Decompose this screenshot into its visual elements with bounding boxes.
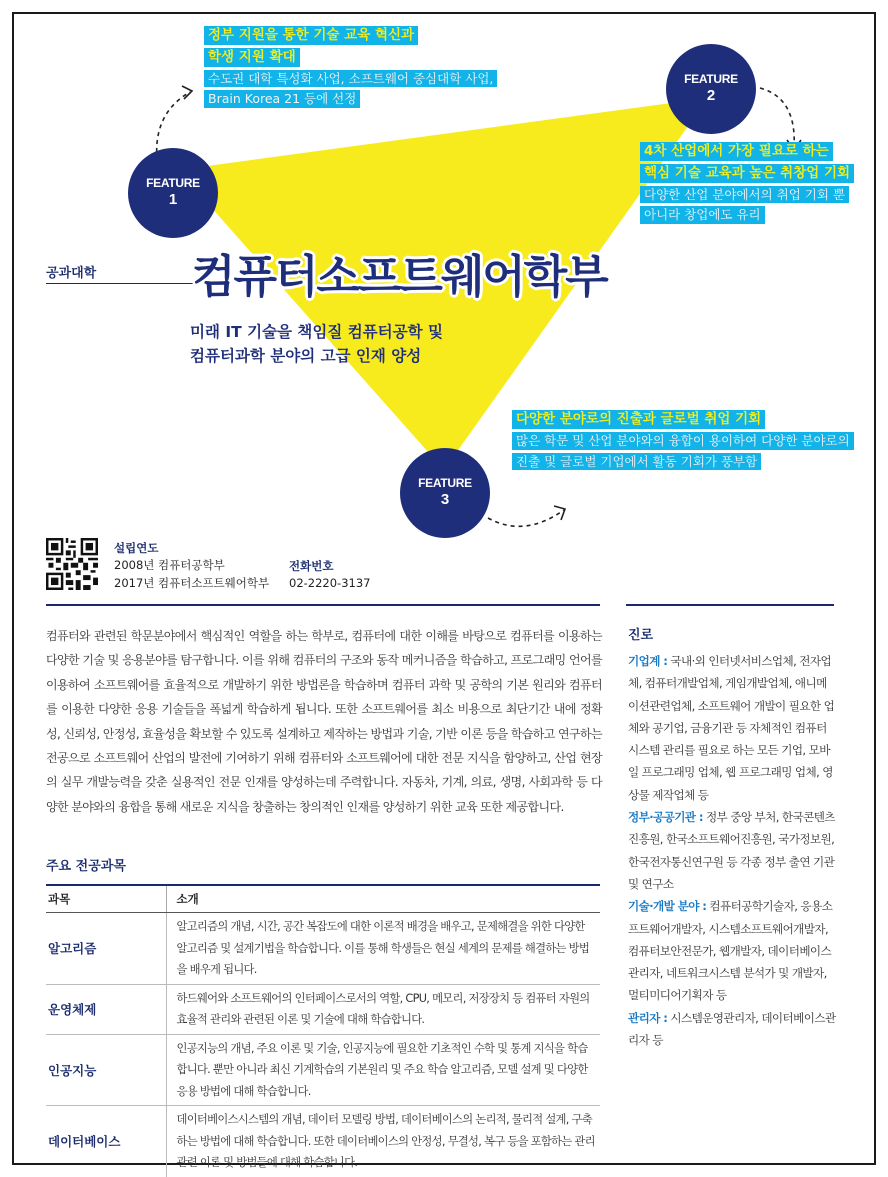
career-text: 컴퓨터공학기술자, 응용소프트웨어개발자, 시스템소프트웨어개발자, 컴퓨터보안전문가, 웹개발자, 데이터베이스관리자, 네트워크시스템 분석가 및 개발자, 멀티미디어기획자 등 <box>628 899 833 1003</box>
course-desc: 하드웨어와 소프트웨어의 인터페이스로서의 역할, CPU, 메모리, 저장장치 등 컴퓨터 자원의 효율적 관리와 관련된 이론 및 기술에 대해 학습합니다. <box>166 984 600 1034</box>
page-subtitle <box>190 320 443 368</box>
courses-header-intro: 소개 <box>166 885 600 913</box>
table-row <box>46 913 600 985</box>
career-list <box>628 650 836 1051</box>
feature-3-headline-1: 다양한 분야로의 진출과 글로벌 취업 기회 <box>512 410 765 429</box>
career-group-tech <box>628 895 836 1006</box>
feature-1-badge <box>128 148 218 238</box>
main-divider <box>46 604 600 606</box>
arrow-feature-3 <box>484 498 574 538</box>
feature-2-callout <box>640 140 854 225</box>
phone-label: 전화번호 <box>289 559 334 573</box>
career-key: 정부·공공기관 : <box>628 810 703 825</box>
table-row <box>46 1106 600 1177</box>
career-key: 관리자 : <box>628 1010 668 1025</box>
career-group-manager <box>628 1007 836 1052</box>
courses-section-title: 주요 전공과목 <box>46 859 126 874</box>
courses-header-subject: 과목 <box>46 885 166 913</box>
course-name: 운영체제 <box>46 984 166 1034</box>
feature-2-detail-2: 아니라 창업에도 유리 <box>640 206 765 224</box>
founded-line-1: 2008년 컴퓨터공학부 <box>114 558 225 573</box>
feature-3-callout <box>512 408 854 471</box>
feature-1-detail-2: Brain Korea 21 등에 선정 <box>204 90 360 108</box>
table-row <box>46 984 600 1034</box>
table-row <box>46 1034 600 1106</box>
career-text: 국내·외 인터넷서비스업체, 전자업체, 컴퓨터개발업체, 게임개발업체, 애니메이션관련업체, 소프트웨어 개발이 필요한 업체와 공기업, 금융기관 등 자체적인 컴퓨터 시스템 관리를 필요로 하는 모든 기업, 모바일 프로그래밍 업체, 웹 프로그래밍 업체, 영상물 제작업체 등 <box>628 654 835 802</box>
feature-1-callout <box>204 24 497 109</box>
feature-2-headline-1: 4차 산업에서 가장 필요로 하는 <box>640 142 833 161</box>
phone-number: 02-2220-3137 <box>289 576 371 591</box>
career-key: 기술·개발 분야 : <box>628 899 707 914</box>
sidebar-divider <box>626 604 834 606</box>
feature-1-headline-2: 학생 지원 확대 <box>204 48 300 67</box>
career-text: 정부 중앙 부처, 한국콘텐츠진흥원, 한국소프트웨어진흥원, 국가정보원, 한국전자통신연구원 등 각종 정부 출연 기관 및 연구소 <box>628 810 835 891</box>
career-group-industry <box>628 650 836 806</box>
course-name: 인공지능 <box>46 1034 166 1106</box>
feature-2-headline-2: 핵심 기술 교육과 높은 취창업 기회 <box>640 164 854 183</box>
career-group-public <box>628 806 836 895</box>
feature-3-label: FEATURE <box>418 476 472 490</box>
courses-table <box>46 884 600 1177</box>
course-name: 알고리즘 <box>46 913 166 985</box>
feature-3-detail-2: 진출 및 글로벌 기업에서 활동 기회가 풍부함 <box>512 453 761 471</box>
feature-2-detail-1: 다양한 산업 분야에서의 취업 기회 뿐 <box>640 186 849 204</box>
subtitle-line-2: 컴퓨터과학 분야의 고급 인재 양성 <box>190 347 422 366</box>
course-desc: 데이터베이스시스템의 개념, 데이터 모델링 방법, 데이터베이스의 논리적, 물리적 설계, 구축하는 방법에 대해 학습합니다. 또한 데이터베이스의 안정성, 무결성, 복구 등을 포함하는 관리 관련 이론 및 방법들에 대해 학습합니다. <box>166 1106 600 1177</box>
feature-3-number: 3 <box>440 491 450 508</box>
feature-3-detail-1: 많은 학문 및 산업 분야와의 융합이 용이하여 다양한 분야로의 <box>512 432 854 450</box>
career-title: 진로 <box>628 628 654 643</box>
career-key: 기업계 : <box>628 654 668 668</box>
courses-header-row <box>46 885 600 913</box>
feature-2-number: 2 <box>706 87 716 104</box>
founded-info <box>114 540 269 592</box>
feature-1-label: FEATURE <box>146 176 200 190</box>
college-underline <box>46 283 196 284</box>
feature-1-number: 1 <box>168 191 178 208</box>
qr-code-icon <box>46 538 98 590</box>
subtitle-line-1: 미래 IT 기술을 책임질 컴퓨터공학 및 <box>190 323 443 341</box>
feature-2-label: FEATURE <box>684 72 738 86</box>
founded-line-2: 2017년 컴퓨터소프트웨어학부 <box>114 575 270 590</box>
course-name: 데이터베이스 <box>46 1106 166 1177</box>
phone-info <box>289 558 370 593</box>
feature-1-headline-1: 정부 지원을 통한 기술 교육 혁신과 <box>204 26 418 45</box>
college-name: 공과대학 <box>46 266 97 281</box>
career-text: 시스템운영관리자, 데이터베이스관리자 등 <box>628 1010 836 1048</box>
feature-3-badge <box>400 448 490 538</box>
founded-label: 설립연도 <box>114 541 159 555</box>
page-title: 컴퓨터소프트웨어학부 <box>192 250 607 303</box>
department-description: 컴퓨터와 관련된 학문분야에서 핵심적인 역할을 하는 학부로, 컴퓨터에 대한 이해를 바탕으로 컴퓨터를 이용하는 다양한 기술 및 응용분야를 탐구합니다. 이를 위해 컴퓨터의 구조와 동작 메커니즘을 학습하고, 프로그래밍 언어를 이용하여 소프트웨어를 효율적으로 개발하기 위한 방법론을 학습하며 컴퓨터 과학 및 공학의 기본 원리와 컴퓨터를 이용한 다양한 응용 기술들을 폭넓게 학습하게 됩니다. 또한 소프트웨어를 최소 비용으로 최단기간 내에 정확성, 신뢰성, 안정성, 효율성을 확보할 수 있도록 설계하고 제작하는 방법과 기술, 기반 이론 등을 학습하고 연구하는 전공으로 소프트웨어 산업의 발전에 기여하기 위해 컴퓨터와 소프트웨어에 대한 전문 지식을 함양하고, 산업 현장의 실무 개발능력을 갖춘 실용적인 전문 인재를 양성하는데 주력합니다. 자동차, 기계, 의료, 생명, 사회과학 등 다양한 분야와의 융합을 통해 새로운 지식을 창출하는 창의적인 인재를 양성하기 위한 교육 또한 제공합니다. <box>46 629 602 814</box>
feature-1-detail-1: 수도권 대학 특성화 사업, 소프트웨어 중심대학 사업, <box>204 70 497 88</box>
course-desc: 알고리즘의 개념, 시간, 공간 복잡도에 대한 이론적 배경을 배우고, 문제해결을 위한 다양한 알고리즘 및 설계기법을 학습합니다. 이를 통해 학생들은 현실 세계의 문제를 해결하는 방법을 배우게 됩니다. <box>166 913 600 985</box>
course-desc: 인공지능의 개념, 주요 이론 및 기술, 인공지능에 필요한 기초적인 수학 및 통계 지식을 학습합니다. 뿐만 아니라 최신 기계학습의 기본원리 및 주요 학습 알고리즘, 모델 설계 및 다양한 응용 방법에 대해 학습합니다. <box>166 1034 600 1106</box>
feature-2-badge <box>666 44 756 134</box>
